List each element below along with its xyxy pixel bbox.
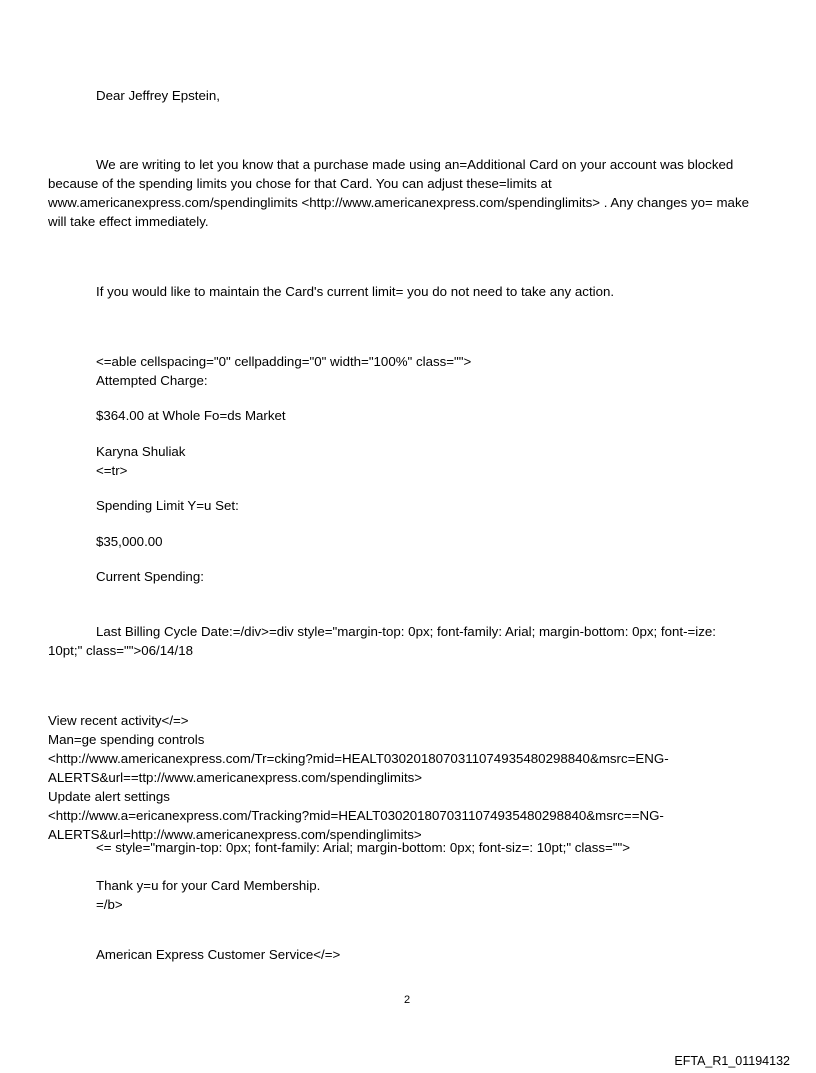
page-number: 2: [404, 994, 411, 1006]
para1-line3: www.americanexpress.com/spendinglimits <http://www.americanexpress.com/spendinglimits> . Any changes yo= make: [48, 195, 749, 210]
para1-line1: We are writing to let you know that a purchase made using an=Additional Card on your account was blocked: [96, 157, 734, 172]
greeting: Dear Jeffrey Epstein,: [96, 88, 220, 103]
billing-line2: 10pt;" class="">06/14/18: [48, 643, 194, 658]
attempted-charge-label: Attempted Charge:: [96, 373, 208, 388]
document-reference: EFTA_R1_01194132: [674, 1054, 790, 1068]
view-activity-link[interactable]: View recent activity</=>: [48, 713, 189, 728]
para1-line4: will take effect immediately.: [48, 214, 209, 229]
manage-spending-link[interactable]: Man=ge spending controls: [48, 732, 205, 747]
tracking-url-2-cont[interactable]: ALERTS&url=http://www.americanexpress.com/spendinglimits>: [48, 827, 422, 842]
tracking-url-2[interactable]: <http://www.a=ericanexpress.com/Tracking?mid=HEALT0302018070311074935480298840&msrc==NG-: [48, 808, 664, 823]
cardholder-name: Karyna Shuliak: [96, 444, 186, 459]
para1-line2: because of the spending limits you chose for that Card. You can adjust these=limits at: [48, 176, 552, 191]
tr-markup: <=tr>: [96, 463, 128, 478]
update-alerts-link[interactable]: Update alert settings: [48, 789, 170, 804]
b-markup: =/b>: [96, 897, 123, 912]
billing-line1: Last Billing Cycle Date:=/div>=div style="margin-top: 0px; font-family: Arial; margin-bottom: 0px; font-=ize:: [96, 624, 716, 639]
spending-limit-value: $35,000.00: [96, 534, 163, 549]
para2: If you would like to maintain the Card's current limit= you do not need to take any action.: [96, 284, 615, 299]
tracking-url-1[interactable]: <http://www.americanexpress.com/Tr=cking?mid=HEALT0302018070311074935480298840&msrc=ENG-: [48, 751, 669, 766]
charge-amount: $364.00 at Whole Fo=ds Market: [96, 408, 286, 423]
signature: American Express Customer Service</=>: [96, 947, 341, 962]
table-markup: <=able cellspacing="0" cellpadding="0" width="100%" class="">: [96, 354, 472, 369]
spending-limit-label: Spending Limit Y=u Set:: [96, 498, 239, 513]
style-markup: <= style="margin-top: 0px; font-family: Arial; margin-bottom: 0px; font-siz=: 10pt;" class="">: [96, 840, 630, 855]
tracking-url-1-cont[interactable]: ALERTS&url==ttp://www.americanexpress.com/spendinglimits>: [48, 770, 423, 785]
thanks-line: Thank y=u for your Card Membership.: [96, 878, 321, 893]
current-spending-label: Current Spending:: [96, 569, 204, 584]
